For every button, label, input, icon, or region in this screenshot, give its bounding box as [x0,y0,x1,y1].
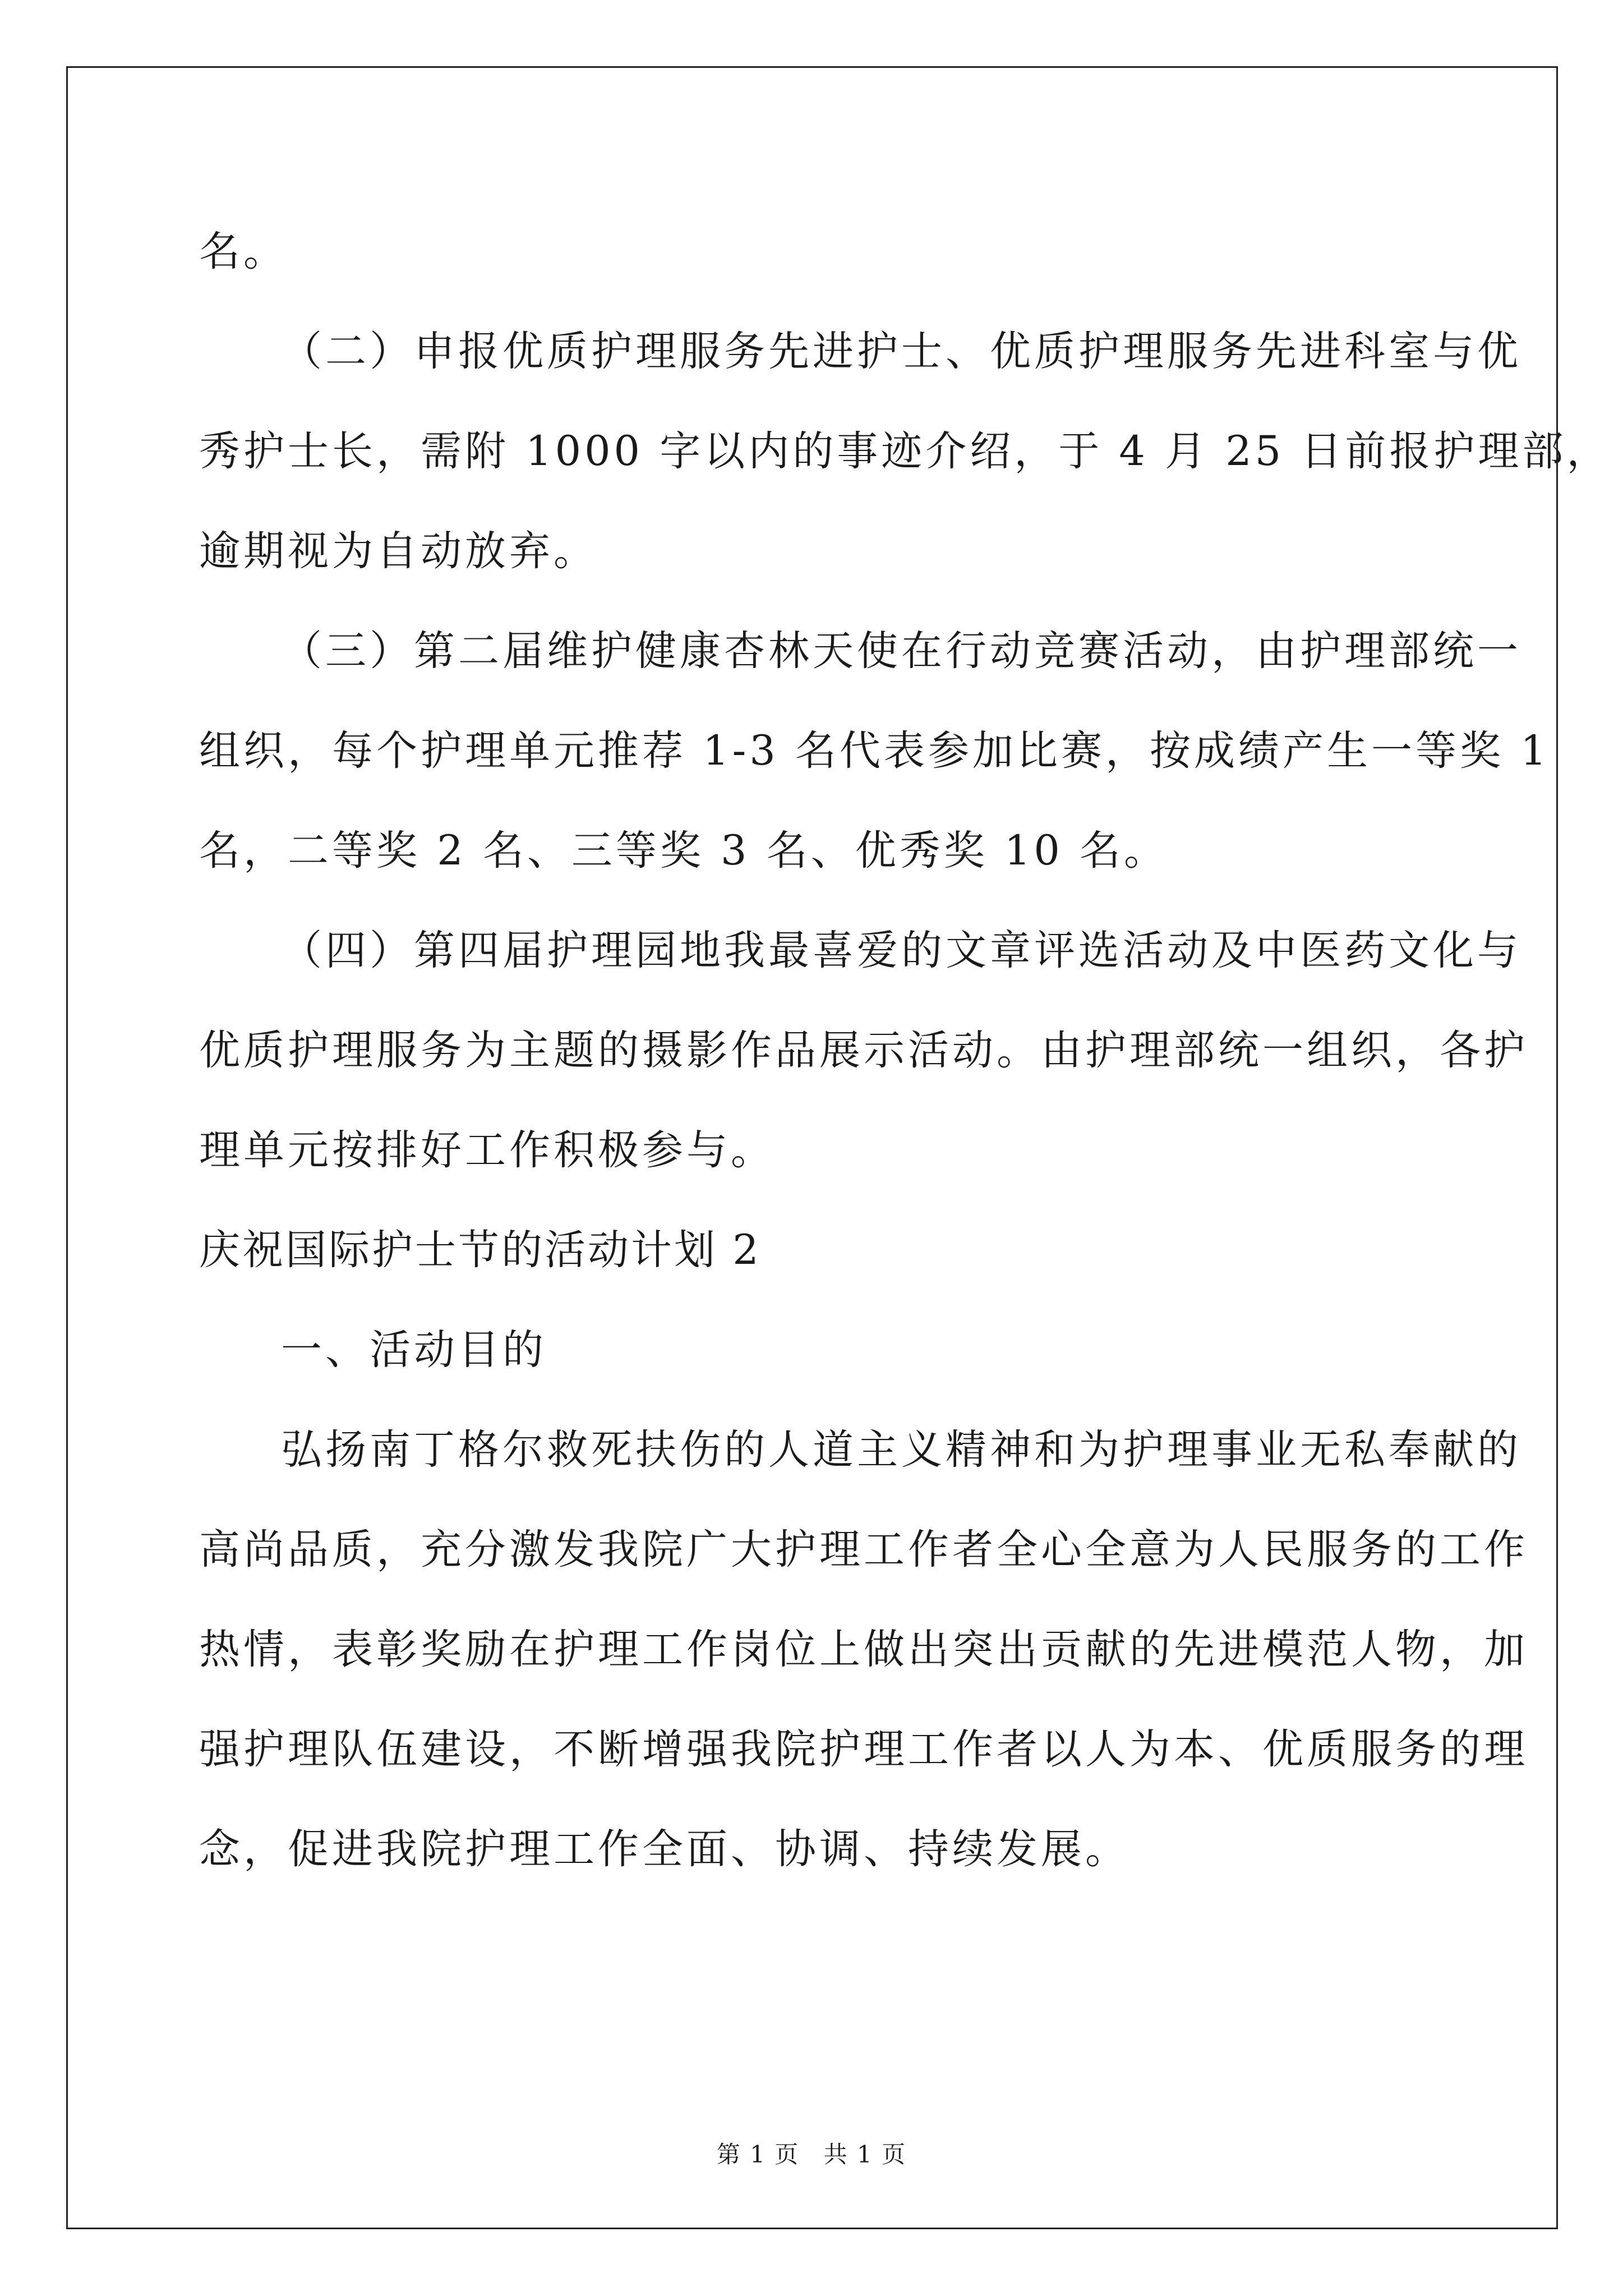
page-total: 共 1 页 [823,2141,907,2168]
text-line: 优质护理服务为主题的摄影作品展示活动。由护理部统一组织，各护 [199,1027,1528,1074]
text-line: 弘扬南丁格尔救死扶伤的人道主义精神和为护理事业无私奉献的 [281,1426,1521,1474]
text-line: 强护理队伍建设，不断增强我院护理工作者以人为本、优质服务的理 [199,1726,1528,1773]
text-line: 逾期视为自动放弃。 [199,527,598,575]
text-line: （三）第二届维护健康杏林天使在行动竞赛活动，由护理部统一 [281,627,1521,675]
text-line: 理单元按排好工作积极参与。 [199,1126,775,1174]
text-line: 名。 [199,228,288,275]
text-line: 秀护士长，需附 1000 字以内的事迹介绍，于 4 月 25 日前报护理部， [199,427,1611,475]
section-title: 庆祝国际护士节的活动计划 2 [199,1226,761,1274]
text-line: 念，促进我院护理工作全面、协调、持续发展。 [199,1825,1129,1873]
text-line: （二）申报优质护理服务先进护士、优质护理服务先进科室与优 [281,328,1521,375]
page-number: 第 1 页 [716,2141,800,2168]
section-subtitle: 一、活动目的 [281,1326,547,1374]
text-line: （四）第四届护理园地我最喜爱的文章评选活动及中医药文化与 [281,927,1521,974]
text-line: 热情，表彰奖励在护理工作岗位上做出突出贡献的先进模范人物，加 [199,1626,1528,1673]
text-line: 高尚品质，充分激发我院广大护理工作者全心全意为人民服务的工作 [199,1526,1528,1573]
document-body [199,202,1611,1899]
text-line: 组织，每个护理单元推荐 1-3 名代表参加比赛，按成绩产生一等奖 1 [199,727,1550,775]
text-line: 名，二等奖 2 名、三等奖 3 名、优秀奖 10 名。 [199,827,1169,875]
page-footer [0,2136,1623,2170]
